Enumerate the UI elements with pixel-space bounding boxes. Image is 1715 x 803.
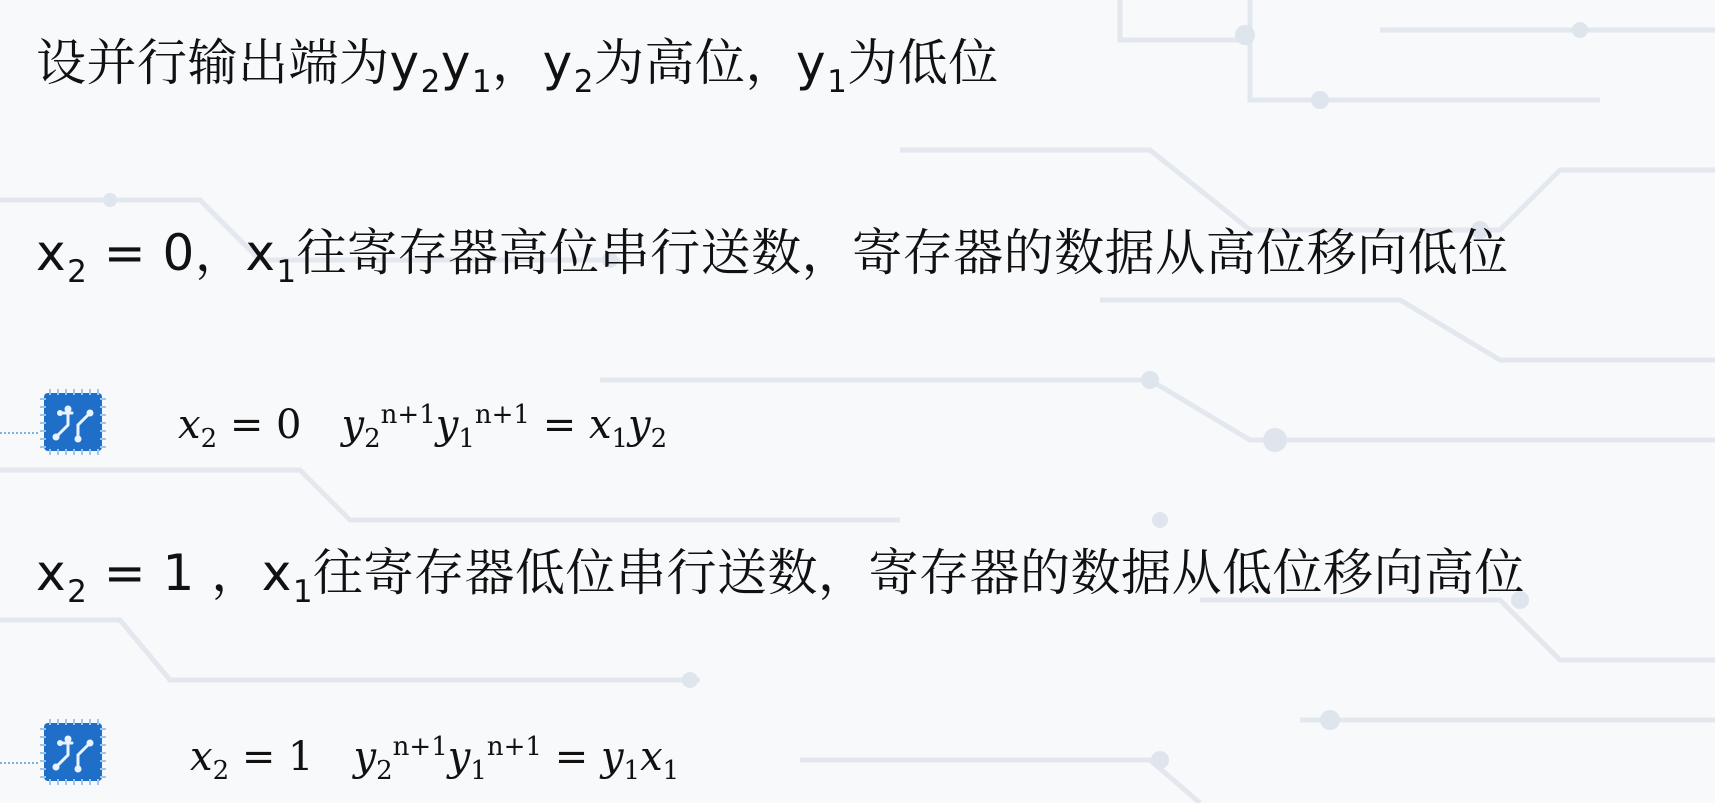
eq1-rhs-eq: = [529, 402, 589, 448]
eq2-r2-sub: 1 [662, 756, 680, 786]
eq1-y2-sup: n+1 [380, 400, 436, 430]
eq2-r2: x [640, 734, 663, 780]
eq1-y1-sup: n+1 [474, 400, 530, 430]
eq2-y1-sup: n+1 [486, 732, 542, 762]
line3-text-c: 往寄存器低位串行送数，寄存器的数据从低位移向高位 [313, 544, 1526, 602]
line2-text-a: x [36, 224, 67, 282]
line1-text-d: 为高位，y [593, 34, 827, 92]
line1-text-a: 设并行输出端为y [36, 34, 420, 92]
line3-sub-1: 2 [67, 574, 88, 610]
equation-x2-zero [178, 400, 668, 454]
line3-sub-2: 1 [292, 574, 314, 610]
eq1-x-sub: 2 [200, 424, 218, 454]
chip-icon [38, 387, 108, 457]
x2-zero-description [36, 224, 1509, 290]
eq2-x-sub: 2 [212, 756, 230, 786]
eq1-y2: y [341, 402, 365, 448]
line1-sub-1: 2 [420, 64, 441, 100]
dotted-connector [0, 432, 38, 434]
chip-icon [38, 717, 108, 787]
line3-text-a: x [36, 544, 67, 602]
eq2-y2: y [353, 734, 377, 780]
eq2-r1: y [600, 734, 624, 780]
equation-x2-one [190, 732, 680, 786]
x2-one-description [36, 544, 1526, 610]
eq1-x: x [178, 402, 201, 448]
eq1-r2: y [628, 402, 651, 448]
eq1-y1-sub: 1 [458, 424, 475, 454]
eq2-y2-sub: 2 [376, 756, 393, 786]
line1-text-e: 为低位 [847, 34, 999, 92]
line1-sub-4: 1 [827, 64, 848, 100]
eq2-x: x [190, 734, 213, 780]
eq1-y1: y [435, 402, 459, 448]
eq2-r1-sub: 1 [623, 756, 641, 786]
eq1-y2-sub: 2 [364, 424, 381, 454]
eq2-y2-sup: n+1 [392, 732, 448, 762]
line1-sub-3: 2 [573, 64, 594, 100]
dotted-connector [0, 762, 38, 764]
line2-sub-1: 2 [67, 254, 88, 290]
eq2-eq: = 1 [229, 734, 314, 780]
parallel-output-description [36, 34, 999, 100]
line2-text-b: = 0，x [87, 224, 276, 282]
line1-sub-2: 1 [471, 64, 493, 100]
line1-text-c: ，y [492, 34, 573, 92]
eq1-r1: x [588, 402, 612, 448]
eq1-eq: = 0 [217, 402, 302, 448]
eq1-r2-sub: 2 [650, 424, 668, 454]
line2-sub-2: 1 [276, 254, 297, 290]
eq2-y1-sub: 1 [470, 756, 487, 786]
eq1-r1-sub: 1 [611, 424, 629, 454]
line1-text-b: y [440, 34, 471, 92]
eq2-y1: y [447, 734, 471, 780]
eq2-rhs-eq: = [541, 734, 601, 780]
line3-text-b: = 1 ，x [87, 544, 292, 602]
line2-text-c: 往寄存器高位串行送数，寄存器的数据从高位移向低位 [296, 224, 1509, 282]
